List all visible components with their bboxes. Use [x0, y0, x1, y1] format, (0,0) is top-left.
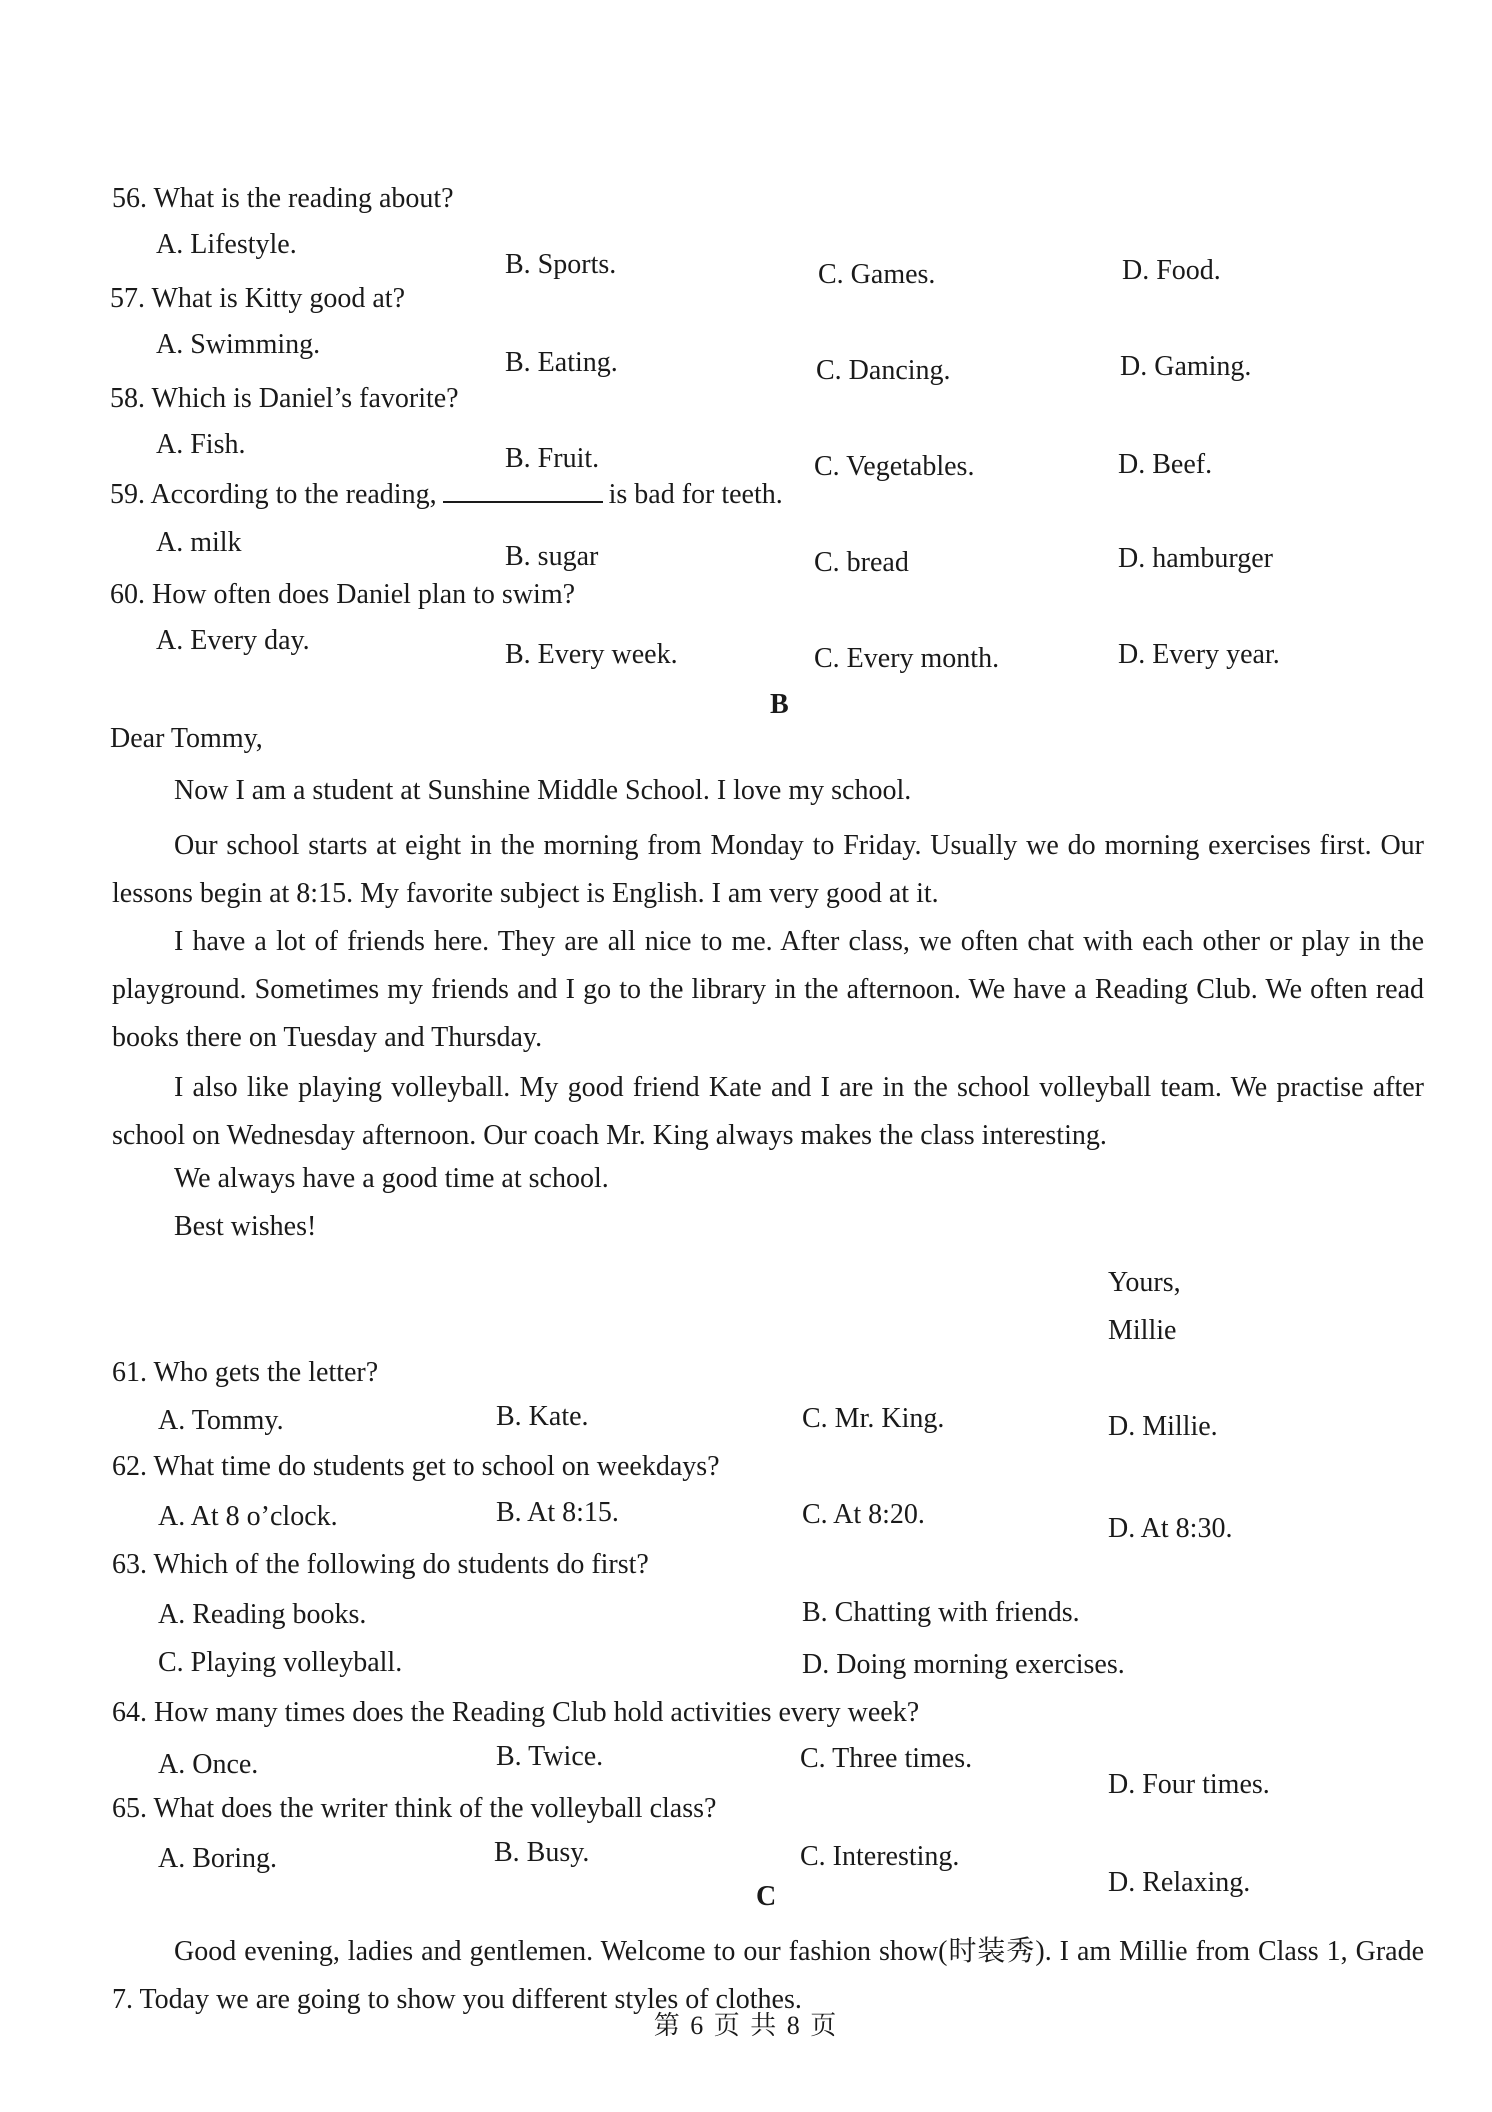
option-58a: A. Fish.: [156, 429, 246, 460]
option-64b: B. Twice.: [496, 1741, 604, 1772]
answer-blank: [443, 479, 603, 503]
section-heading-c: C: [756, 1881, 777, 1912]
option-64a: A. Once.: [158, 1749, 259, 1780]
option-59b: B. sugar: [505, 541, 599, 572]
question-65: 65. What does the writer think of the volleyball class?: [112, 1793, 717, 1824]
option-62a: A. At 8 o’clock.: [158, 1501, 338, 1532]
option-61b: B. Kate.: [496, 1401, 589, 1432]
letter-paragraph-6: Best wishes!: [174, 1211, 317, 1242]
option-65d: D. Relaxing.: [1108, 1867, 1251, 1898]
option-62c: C. At 8:20.: [802, 1499, 925, 1530]
question-63: 63. Which of the following do students do first?: [112, 1549, 649, 1580]
letter-signature: Millie: [1108, 1315, 1177, 1346]
option-61c: C. Mr. King.: [802, 1403, 945, 1434]
option-64d: D. Four times.: [1108, 1769, 1270, 1800]
option-64c: C. Three times.: [800, 1743, 973, 1774]
option-58d: D. Beef.: [1118, 449, 1213, 480]
option-61a: A. Tommy.: [158, 1405, 284, 1436]
option-56c: C. Games.: [818, 259, 936, 290]
option-62b: B. At 8:15.: [496, 1497, 619, 1528]
question-57: 57. What is Kitty good at?: [110, 283, 405, 314]
option-57d: D. Gaming.: [1120, 351, 1252, 382]
letter-paragraph-5: We always have a good time at school.: [174, 1163, 609, 1194]
option-60a: A. Every day.: [156, 625, 310, 656]
option-60b: B. Every week.: [505, 639, 678, 670]
option-61d: D. Millie.: [1108, 1411, 1218, 1442]
section-heading-b: B: [770, 689, 789, 720]
question-60: 60. How often does Daniel plan to swim?: [110, 579, 576, 610]
letter-salutation: Dear Tommy,: [110, 723, 263, 754]
option-56b: B. Sports.: [505, 249, 617, 280]
option-57c: C. Dancing.: [816, 355, 951, 386]
letter-paragraph-1: Now I am a student at Sunshine Middle School. I love my school.: [174, 775, 912, 806]
option-65a: A. Boring.: [158, 1843, 277, 1874]
question-59: 59. According to the reading, is bad for teeth.: [110, 479, 783, 510]
section-c-paragraph: Good evening, ladies and gentlemen. Welcome to our fashion show(时装秀). I am Millie from Class 1, Grade 7. Today we are going to show you different styles of clothes.: [112, 1936, 1424, 2015]
option-58b: B. Fruit.: [505, 443, 600, 474]
option-63a: A. Reading books.: [158, 1599, 367, 1630]
option-62d: D. At 8:30.: [1108, 1513, 1233, 1544]
option-56d: D. Food.: [1122, 255, 1221, 286]
page-footer: 第 6 页 共 8 页: [653, 2011, 839, 2040]
option-65b: B. Busy.: [494, 1837, 590, 1868]
option-63d: D. Doing morning exercises.: [802, 1649, 1125, 1680]
option-59d: D. hamburger: [1118, 543, 1273, 574]
option-63c: C. Playing volleyball.: [158, 1647, 403, 1678]
option-59c: C. bread: [814, 547, 909, 578]
question-64: 64. How many times does the Reading Club hold activities every week?: [112, 1697, 920, 1728]
option-58c: C. Vegetables.: [814, 451, 975, 482]
question-56: 56. What is the reading about?: [112, 183, 454, 214]
letter-closing: Yours,: [1108, 1267, 1181, 1298]
option-63b: B. Chatting with friends.: [802, 1597, 1080, 1628]
option-56a: A. Lifestyle.: [156, 229, 297, 260]
question-61: 61. Who gets the letter?: [112, 1357, 379, 1388]
question-58: 58. Which is Daniel’s favorite?: [110, 383, 459, 414]
letter-paragraph-4: I also like playing volleyball. My good friend Kate and I are in the school volleyball team. We practise after school on Wednesday afternoon. Our coach Mr. King always makes the class interesting.: [112, 1072, 1424, 1151]
option-60d: D. Every year.: [1118, 639, 1280, 670]
letter-paragraph-3: I have a lot of friends here. They are all nice to me. After class, we often chat with each other or play in the playground. Sometimes my friends and I go to the library in the afternoon. We have a Reading Club. We often read books there on Tuesday and Thursday.: [112, 926, 1424, 1053]
question-62: 62. What time do students get to school on weekdays?: [112, 1451, 720, 1482]
option-57a: A. Swimming.: [156, 329, 321, 360]
option-60c: C. Every month.: [814, 643, 1000, 674]
option-65c: C. Interesting.: [800, 1841, 960, 1872]
letter-paragraph-2: Our school starts at eight in the morning from Monday to Friday. Usually we do morning exercises first. Our lessons begin at 8:15. My favorite subject is English. I am very good at it.: [112, 830, 1424, 909]
option-57b: B. Eating.: [505, 347, 618, 378]
option-59a: A. milk: [156, 527, 242, 558]
